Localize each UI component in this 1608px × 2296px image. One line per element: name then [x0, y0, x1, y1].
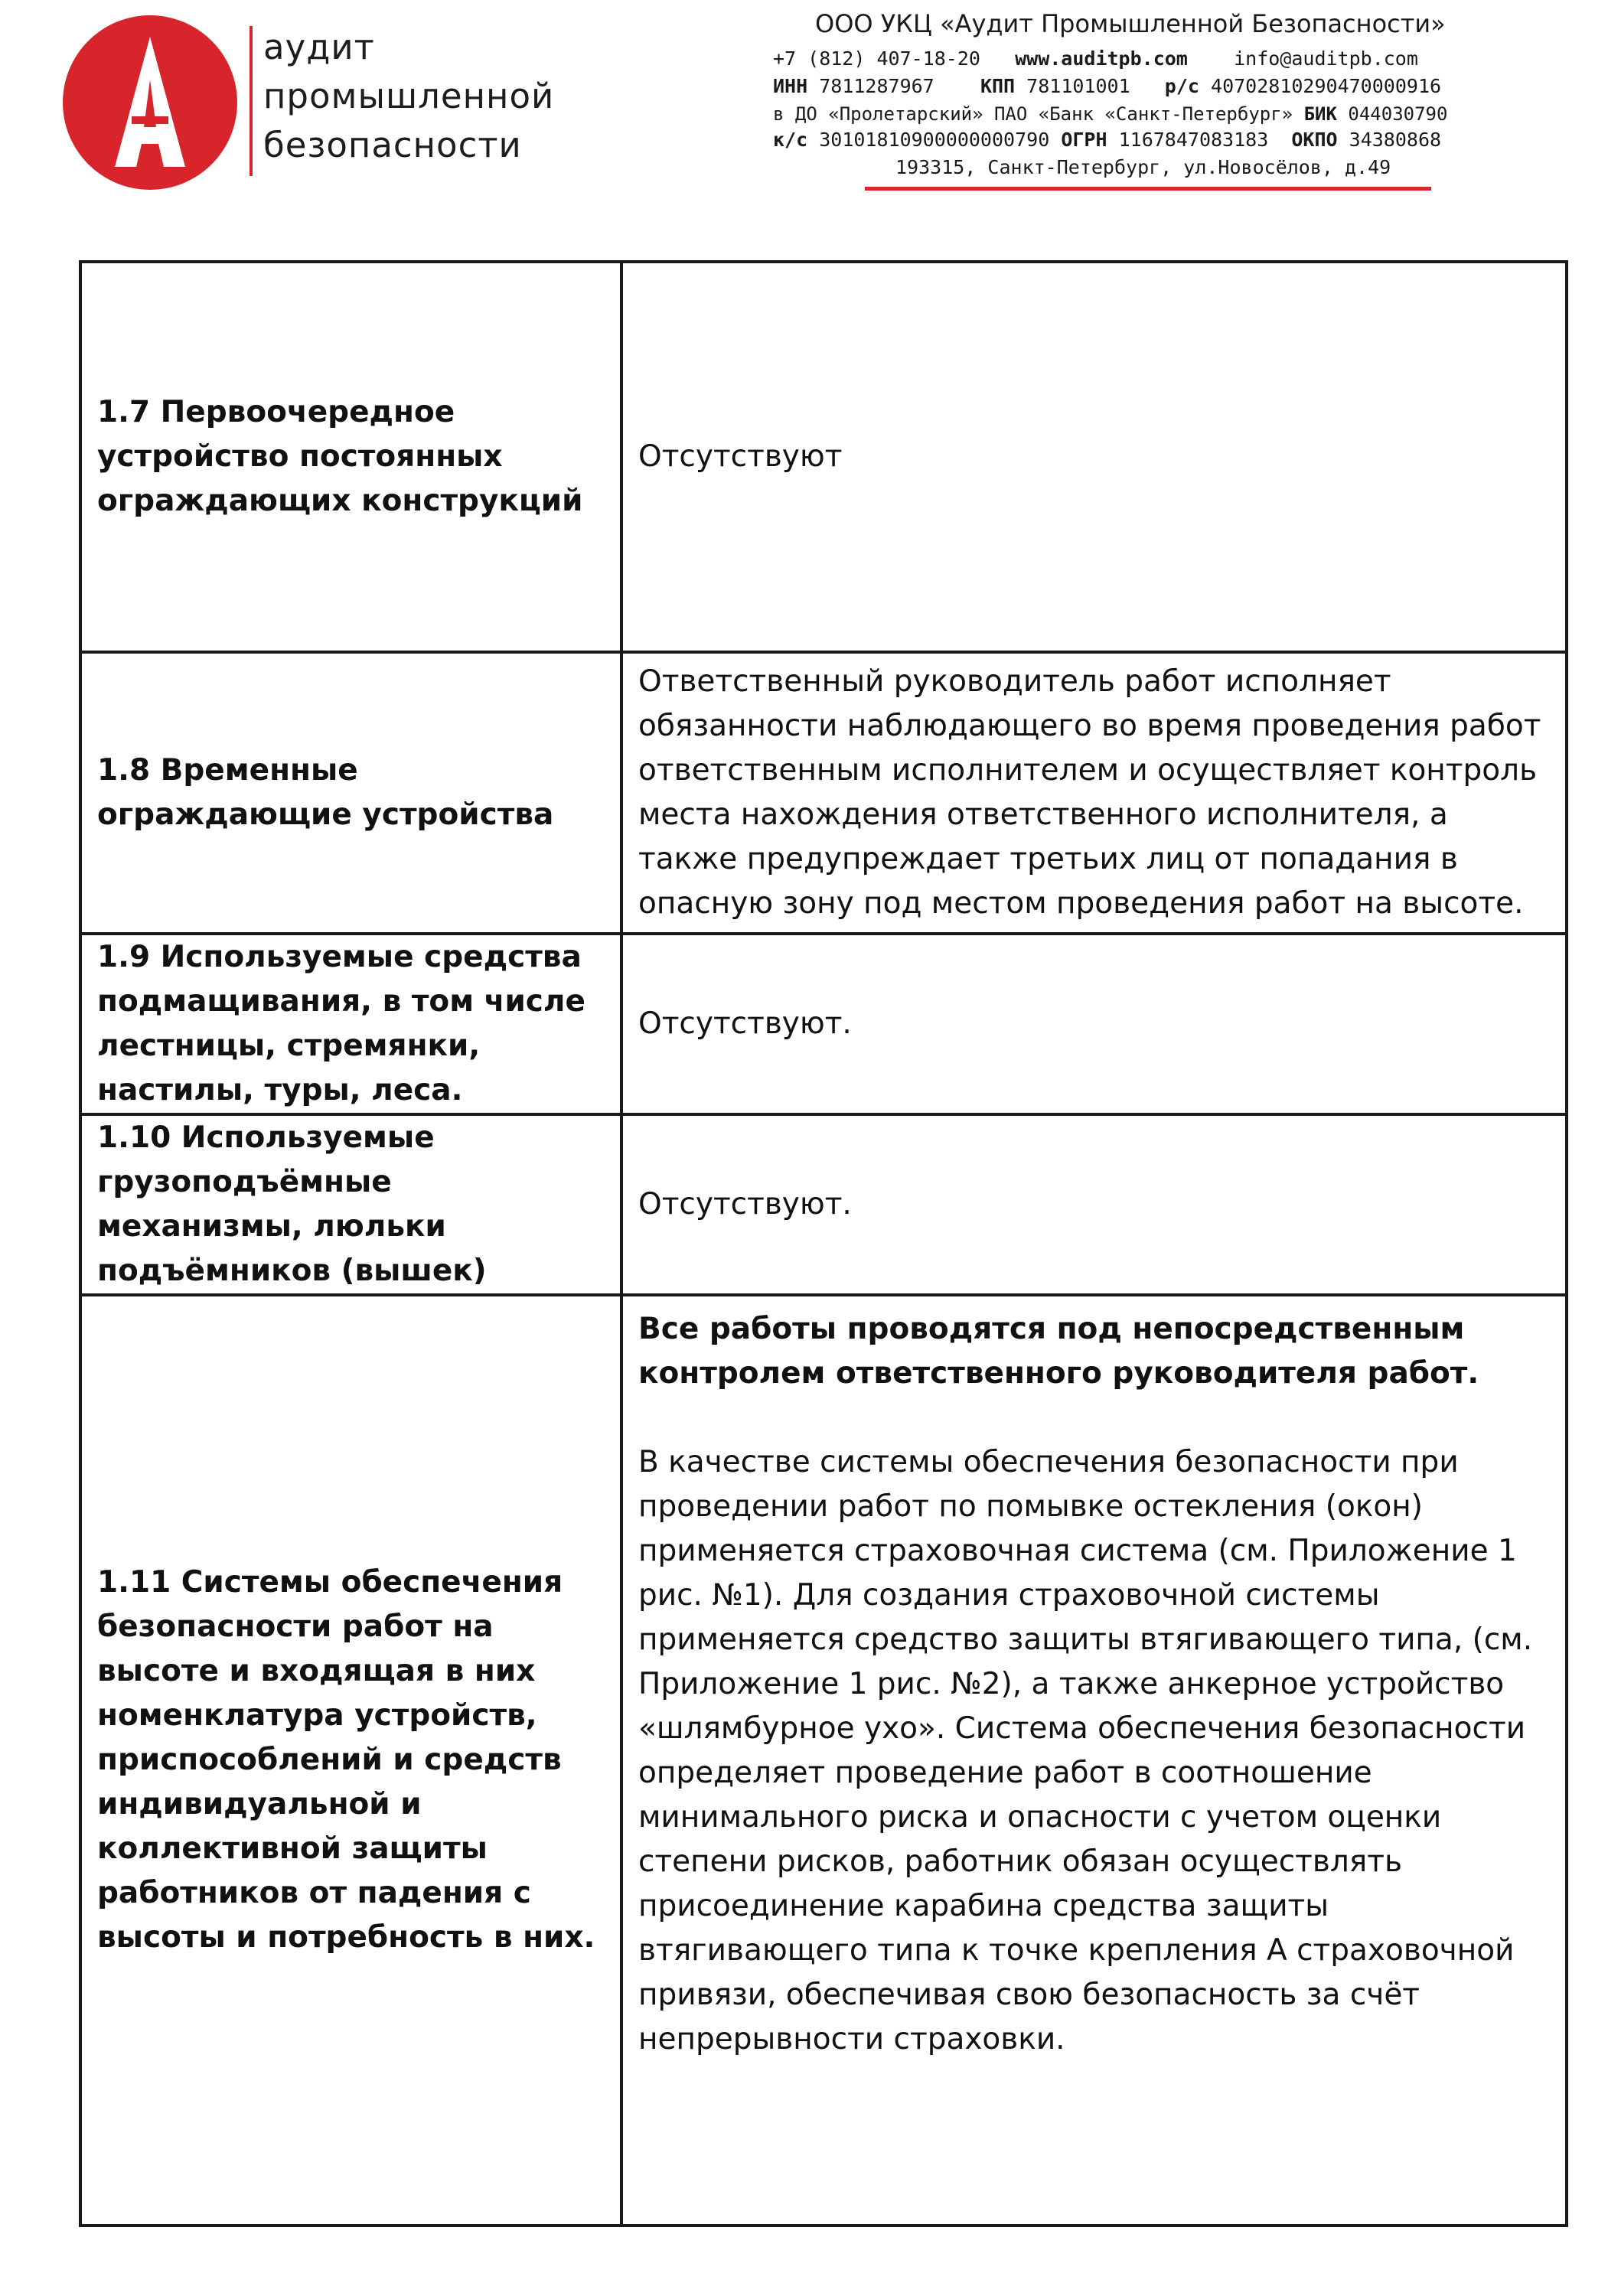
row-label: 1.11 Системы обеспечения безопасности работ на высоте и входящая в них номенклатура устройств, приспособлений и средств индивидуальной и коллективной защиты работников от падения с высоты и потребность в них.	[80, 1295, 621, 2226]
contacts-line	[773, 46, 1418, 72]
row-value	[621, 1295, 1567, 2226]
row-label: 1.9 Используемые средства подмащивания, в том числе лестницы, стремянки, настилы, туры, леса.	[80, 934, 621, 1114]
table-row	[80, 262, 1567, 652]
company-logo-icon	[61, 14, 239, 191]
works-table	[79, 260, 1568, 2227]
inn: 7811287967	[819, 75, 934, 97]
bik-label: БИК	[1303, 103, 1337, 125]
ks-label: к/с	[773, 129, 808, 151]
table-row	[80, 652, 1567, 934]
row-label: 1.10 Используемые грузоподъёмные механизмы, люльки подъёмников (вышек)	[80, 1114, 621, 1295]
logo-word-1: аудит	[263, 27, 375, 67]
letterhead	[0, 0, 1608, 230]
requisites-line-2	[773, 101, 1447, 127]
rs-label: р/с	[1164, 75, 1199, 97]
logo-word-3: безопасности	[263, 125, 522, 165]
kpp: 781101001	[1026, 75, 1130, 97]
ogrn: 1167847083183	[1118, 129, 1269, 151]
website-link[interactable]: www.auditpb.com	[1015, 47, 1188, 70]
okpo: 34380868	[1349, 129, 1442, 151]
row-label: 1.8 Временные ограждающие устройства	[80, 652, 621, 934]
requisites-line-1	[773, 73, 1441, 99]
table-row	[80, 1114, 1567, 1295]
ogrn-label: ОГРН	[1061, 129, 1107, 151]
bik: 044030790	[1348, 103, 1448, 125]
phone: +7 (812) 407-18-20	[773, 47, 980, 70]
row-value: Отсутствуют	[621, 262, 1567, 652]
row-value: Отсутствуют.	[621, 1114, 1567, 1295]
row-value: Ответственный руководитель работ исполняет обязанности наблюдающего во время проведения работ ответственным исполнителем и осуществляет контроль места нахождения ответственного исполнителя, а также предупреждает третьих лиц от попадания в опасную зону под местом проведения работ на высоте.	[621, 652, 1567, 934]
inn-label: ИНН	[773, 75, 808, 97]
logo-divider	[250, 26, 253, 176]
logo-word-2: промышленной	[263, 76, 555, 116]
table-row	[80, 1295, 1567, 2226]
company-address: 193315, Санкт-Петербург, ул.Новосёлов, д.49	[895, 156, 1391, 178]
row-value-body: В качестве системы обеспечения безопасности при проведении работ по помывке остекления (окон) применяется страховочная система (см. Приложение 1 рис. №1). Для создания страховочной системы применяется средство защиты втягивающего типа, (см. Приложение 1 рис. №2), а также анкерное устройство «шлямбурное ухо». Система обеспечения безопасности определяет проведение работ в соотношение минимального риска и опасности с учетом оценки степени рисков, работник обязан осуществлять присоединение карабина средства защиты втягивающего типа к точке крепления А страховочной привязи, обеспечивая свою безопасность за счёт непрерывности страховки.	[638, 1445, 1533, 2056]
row-label: 1.7 Первоочередное устройство постоянных ограждающих конструкций	[80, 262, 621, 652]
logo-wordmark	[263, 23, 554, 170]
row-value: Отсутствуют.	[621, 934, 1567, 1114]
company-name: ООО УКЦ «Аудит Промышленной Безопасности»	[815, 9, 1446, 38]
row-value-lead: Все работы проводятся под непосредственным контролем ответственного руководителя работ.	[638, 1312, 1479, 1391]
bank-name: в ДО «Пролетарский» ПАО «Банк «Санкт-Петербург»	[773, 103, 1293, 125]
okpo-label: ОКПО	[1291, 129, 1338, 151]
email-link[interactable]: info@auditpb.com	[1234, 47, 1418, 70]
rs: 40702810290470000916	[1211, 75, 1442, 97]
header-rule	[865, 187, 1431, 191]
ks: 30101810900000000790	[819, 129, 1050, 151]
table-row	[80, 934, 1567, 1114]
requisites-line-3	[773, 127, 1441, 153]
kpp-label: КПП	[980, 75, 1016, 97]
